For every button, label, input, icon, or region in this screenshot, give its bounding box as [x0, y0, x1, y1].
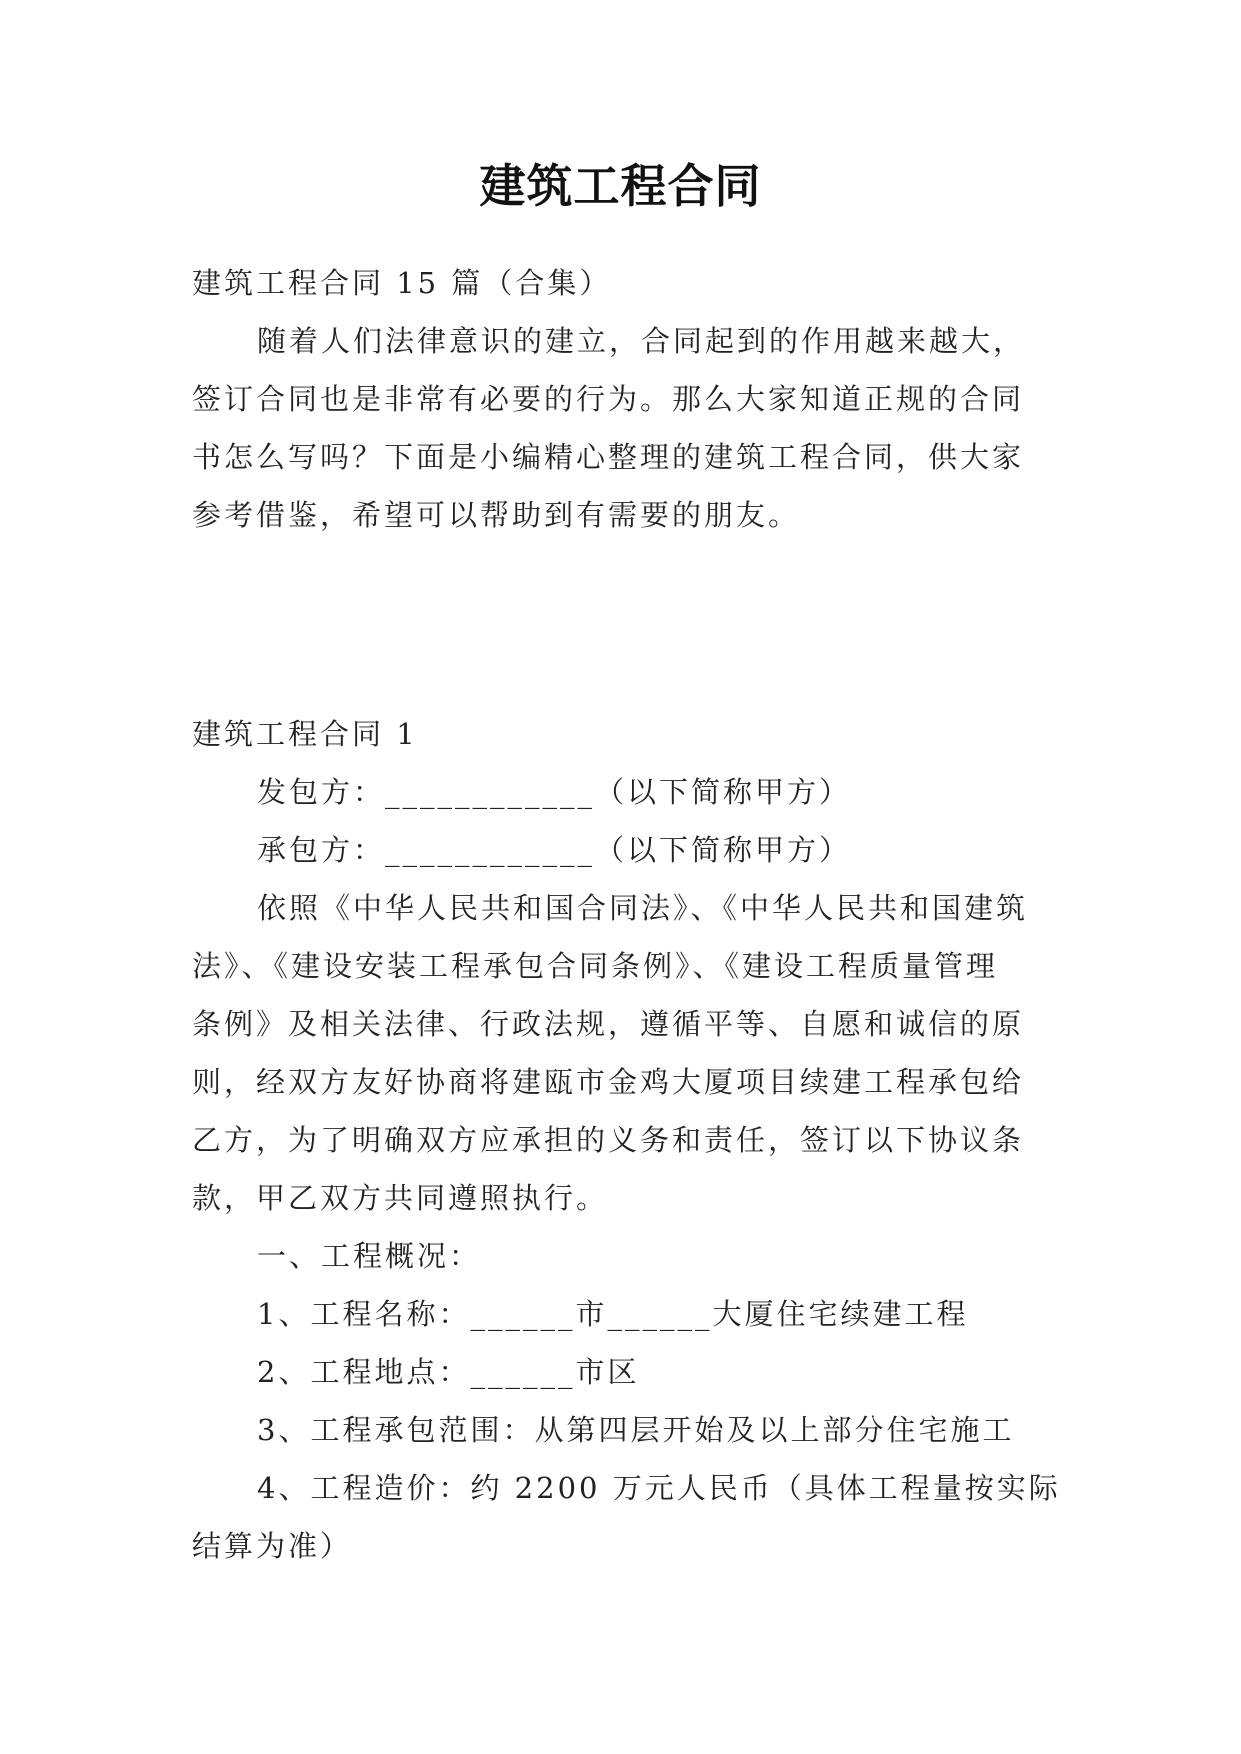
- contract-line: 则，经双方友好协商将建瓯市金鸡大厦项目续建工程承包给: [192, 1065, 1025, 1099]
- contract-line: 法》、《建设安装工程承包合同条例》、《建设工程质量管理: [192, 949, 999, 983]
- contract-line: 承包方：____________（以下简称甲方）: [257, 833, 852, 867]
- contract-line: 4、工程造价：约 2200 万元人民币（具体工程量按实际: [257, 1471, 1061, 1505]
- intro-line: 书怎么写吗？下面是小编精心整理的建筑工程合同，供大家: [192, 440, 1025, 474]
- intro-line: 随着人们法律意识的建立，合同起到的作用越来越大，: [257, 324, 1026, 358]
- intro-line: 签订合同也是非常有必要的行为。那么大家知道正规的合同: [192, 382, 1025, 416]
- contract-section: [192, 705, 1072, 1575]
- contract-line: 发包方：____________（以下简称甲方）: [257, 775, 852, 809]
- contract-line: 1、工程名称：______市______大厦住宅续建工程: [257, 1297, 969, 1331]
- contract-line: 乙方，为了明确双方应承担的义务和责任，签订以下协议条: [192, 1123, 1025, 1157]
- contract-line: 款，甲乙双方共同遵照执行。: [192, 1181, 609, 1215]
- contract-line: 依照《中华人民共和国合同法》、《中华人民共和国建筑: [257, 891, 1029, 925]
- section-heading: 建筑工程合同 1: [192, 717, 418, 751]
- intro-line: 建筑工程合同 15 篇（合集）: [192, 266, 612, 300]
- contract-line: 条例》及相关法律、行政法规，遵循平等、自愿和诚信的原: [192, 1007, 1025, 1041]
- intro-block: [192, 254, 1072, 544]
- contract-line: 2、工程地点：______市区: [257, 1355, 640, 1389]
- contract-line: 3、工程承包范围：从第四层开始及以上部分住宅施工: [257, 1413, 1015, 1447]
- document-title: 建筑工程合同: [479, 159, 762, 213]
- intro-line: 参考借鉴，希望可以帮助到有需要的朋友。: [192, 498, 801, 532]
- contract-line: 结算为准）: [192, 1529, 353, 1563]
- contract-line: 一、工程概况：: [257, 1239, 482, 1273]
